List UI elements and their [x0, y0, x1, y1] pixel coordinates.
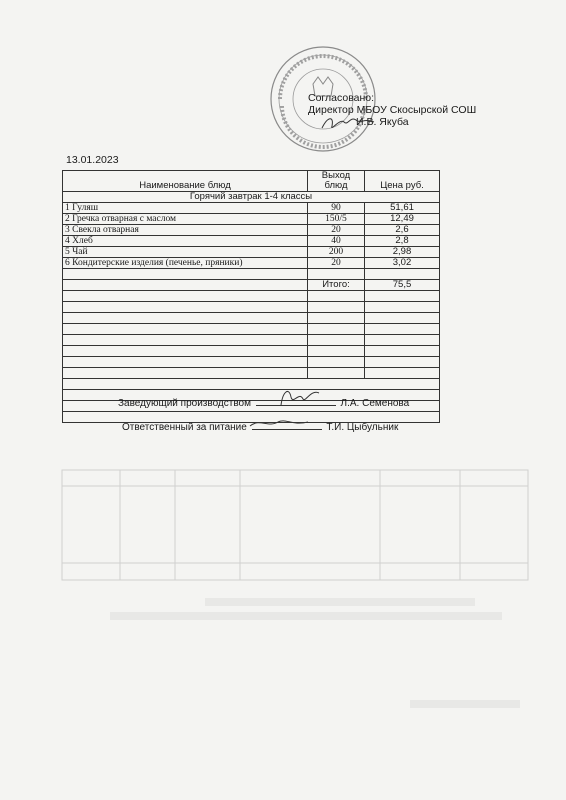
- head-signature-line: [118, 398, 409, 409]
- table-row: [63, 236, 440, 247]
- dish-name: 6 Кондитерские изделия (печенье, пряники): [63, 258, 308, 269]
- dish-price: 2,6: [365, 225, 440, 236]
- empty-row: [63, 313, 440, 324]
- menu-table: [62, 170, 440, 423]
- empty-row: [63, 346, 440, 357]
- dish-price: 2,8: [365, 236, 440, 247]
- dish-price: 2,98: [365, 247, 440, 258]
- dish-yield: 200: [308, 247, 365, 258]
- table-row: [63, 258, 440, 269]
- resp-title: Ответственный за питание: [122, 422, 247, 433]
- document-date: 13.01.2023: [66, 154, 119, 166]
- dish-yield: 20: [308, 225, 365, 236]
- table-header-row: [63, 171, 440, 192]
- dish-price: 3,02: [365, 258, 440, 269]
- total-value: 75,5: [365, 280, 440, 291]
- dish-name: 5 Чай: [63, 247, 308, 258]
- approval-name: И.В. Якуба: [356, 116, 409, 128]
- approval-position: Директор МБОУ Скосырской СОШ: [308, 104, 477, 116]
- table-row: [63, 225, 440, 236]
- section-row: [63, 192, 440, 203]
- total-row: [63, 280, 440, 291]
- col-header-name: Наименование блюд: [63, 171, 308, 192]
- bleed-through-line: [410, 700, 520, 708]
- empty-row: [63, 368, 440, 379]
- empty-row: [63, 302, 440, 313]
- bleed-through-line: [205, 598, 475, 606]
- empty-row: [63, 324, 440, 335]
- head-signature: [275, 385, 325, 411]
- head-title: Заведующий производством: [118, 398, 251, 409]
- section-title: Горячий завтрак 1-4 классы: [63, 192, 440, 203]
- table-row: [63, 247, 440, 258]
- spacer-row: [63, 269, 440, 280]
- dish-yield: 20: [308, 258, 365, 269]
- dish-price: 12,49: [365, 214, 440, 225]
- table-row: [63, 214, 440, 225]
- empty-row: [63, 291, 440, 302]
- col-header-yield: Выход блюд: [308, 171, 365, 192]
- head-name: Л.А. Семенова: [340, 398, 410, 409]
- resp-name: Т.И. Цыбульник: [326, 422, 399, 433]
- dish-name: 4 Хлеб: [63, 236, 308, 247]
- dish-yield: 40: [308, 236, 365, 247]
- total-label: Итого:: [308, 280, 365, 291]
- approval-label: Согласовано:: [308, 92, 375, 104]
- dish-yield: 90: [308, 203, 365, 214]
- dish-yield: 150/5: [308, 214, 365, 225]
- menu-rows: [63, 203, 440, 269]
- dish-price: 51,61: [365, 203, 440, 214]
- director-signature: [318, 112, 378, 134]
- empty-row: [63, 335, 440, 346]
- resp-signature: [248, 414, 310, 432]
- table-row: [63, 203, 440, 214]
- bleed-through-line: [110, 612, 502, 620]
- bleed-through-table: [60, 468, 532, 583]
- dish-name: 2 Гречка отварная с маслом: [63, 214, 308, 225]
- dish-name: 1 Гуляш: [63, 203, 308, 214]
- signature-row-head: [63, 379, 440, 390]
- dish-name: 3 Свекла отварная: [63, 225, 308, 236]
- empty-row: [63, 357, 440, 368]
- col-header-price: Цена руб.: [365, 171, 440, 192]
